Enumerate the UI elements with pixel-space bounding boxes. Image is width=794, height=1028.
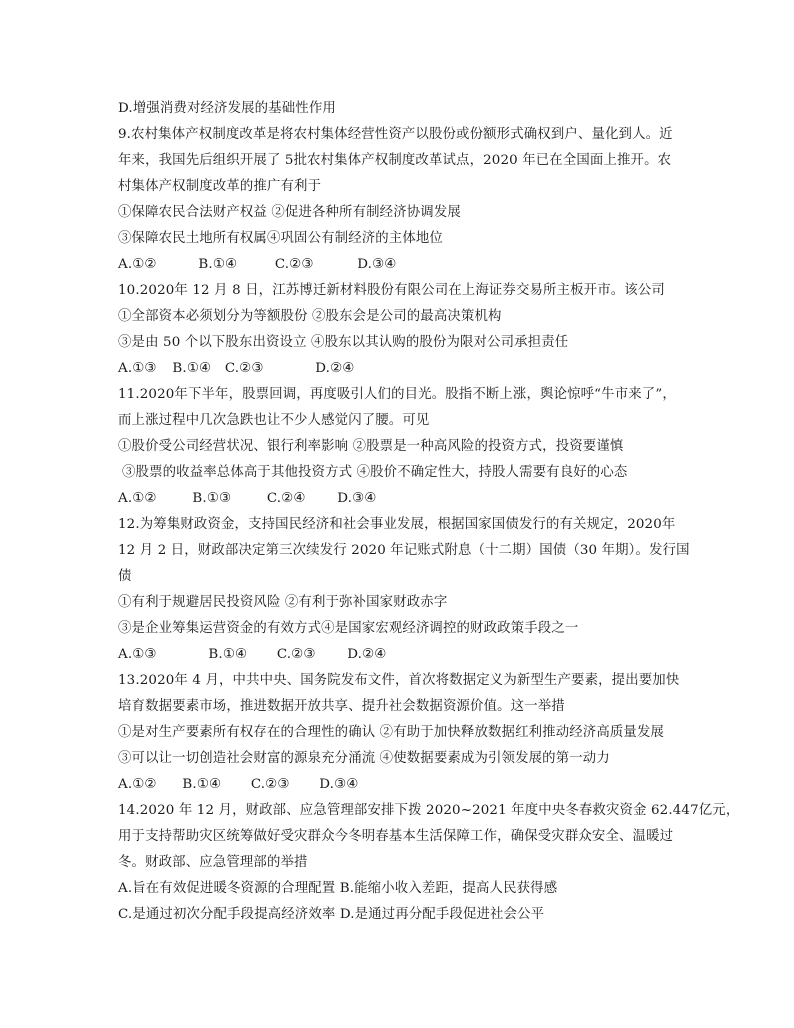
q9-choice-a: A.①②	[118, 257, 157, 272]
q9-choice-b: B.①④	[198, 257, 238, 272]
q13-stem-line-2: 培育数据要素市场，推进数据开放共享、提升社会数据资源价值。这一举措	[118, 699, 565, 714]
q11-choice-a: A.①②	[118, 491, 157, 506]
q11-choice-d: D.③④	[337, 491, 377, 506]
q13-choice-d: D.③④	[319, 777, 359, 792]
q12-statements-1: ①有利于规避居民投资风险 ②有利于弥补国家财政赤字	[118, 595, 448, 610]
q13-choice-b: B.①④	[182, 777, 222, 792]
q10-statements-2: ③是由 50 个以下股东出资设立 ④股东以其认购的股份为限对公司承担责任	[118, 335, 569, 350]
q13-choice-a: A.①②	[118, 777, 157, 792]
q13-stem-line-1: 13.2020年 4 月，中共中央、国务院发布文件，首次将数据定义为新型生产要素，提出要加快	[118, 673, 680, 688]
q10-choice-d: D.②④	[315, 361, 355, 376]
q14-stem-line-2: 用于支持帮助灾区统筹做好受灾群众今冬明春基本生活保障工作，确保受灾群众安全、温暖过	[118, 829, 674, 844]
q12-choice-b: B.①④	[208, 647, 248, 662]
q12-stem-line-1: 12.为筹集财政资金，支持国民经济和社会事业发展，根据国家国债发行的有关规定，2020年	[118, 517, 676, 532]
q10-stem: 10.2020年 12 月 8 日，江苏博迁新材料股份有限公司在上海证券交易所主板开市。该公司	[118, 283, 665, 298]
q13-choice-c: C.②③	[250, 777, 290, 792]
q10-answer-choices	[118, 360, 354, 378]
q12-choice-c: C.②③	[276, 647, 316, 662]
q10-choice-a: A.①③	[118, 361, 157, 376]
q14-stem-line-1: 14.2020 年 12 月，财政部、应急管理部安排下拨 2020~2021 年度中央冬春救灾资金 62.447亿元，	[118, 803, 740, 818]
q8-option-d: D.增强消费对经济发展的基础性作用	[118, 101, 336, 116]
q14-options-ab: A.旨在有效促进暖冬资源的合理配置 B.能缩小收入差距，提高人民获得感	[118, 881, 558, 896]
q14-options-cd: C.是通过初次分配手段提高经济效率 D.是通过再分配手段促进社会公平	[118, 907, 545, 922]
q13-statements-1: ①是对生产要素所有权存在的合理性的确认 ②有助于加快释放数据红利推动经济高质量发展	[118, 725, 665, 740]
q10-choice-c: C.②③	[224, 361, 264, 376]
q14-stem-line-3: 冬。财政部、应急管理部的举措	[118, 855, 308, 870]
q11-choice-b: B.①③	[192, 491, 232, 506]
q11-answer-choices	[118, 490, 376, 508]
q11-stem-line-2: 而上涨过程中几次急跌也让不少人感觉闪了腰。可见	[118, 413, 430, 428]
q9-stem-line-2: 年来，我国先后组织开展了 5批农村集体产权制度改革试点，2020 年已在全国面上推开。农	[118, 153, 672, 168]
q12-choice-d: D.②④	[347, 647, 387, 662]
q13-answer-choices	[118, 776, 358, 794]
q10-choice-b: B.①④	[172, 361, 212, 376]
q12-choice-a: A.①③	[118, 647, 157, 662]
q11-statements-1: ①股价受公司经营状况、银行利率影响 ②股票是一种高风险的投资方式，投资要谨慎	[118, 439, 624, 454]
q12-stem-line-3: 债	[118, 569, 132, 584]
q9-answer-choices	[118, 256, 396, 274]
q9-statements-2: ③保障农民土地所有权属④巩固公有制经济的主体地位	[118, 231, 443, 246]
q12-answer-choices	[118, 646, 386, 664]
q11-choice-c: C.②④	[266, 491, 306, 506]
q12-statements-2: ③是企业筹集运营资金的有效方式④是国家宏观经济调控的财政政策手段之一	[118, 621, 579, 636]
q9-choice-c: C.②③	[274, 257, 314, 272]
q10-statements-1: ①全部资本必须划分为等额股份 ②股东会是公司的最高决策机构	[118, 309, 502, 324]
q9-stem-line-3: 村集体产权制度改革的推广有利于	[118, 179, 322, 194]
q9-statements-1: ①保障农民合法财产权益 ②促进各种所有制经济协调发展	[118, 205, 461, 220]
q12-stem-line-2: 12 月 2 日，财政部决定第三次续发行 2020 年记账式附息（十二期）国债（30 年期）。发行国	[118, 543, 690, 558]
q9-choice-d: D.③④	[357, 257, 397, 272]
q9-stem-line-1: 9.农村集体产权制度改革是将农村集体经营性资产以股份或份额形式确权到户、量化到人。近	[118, 127, 673, 142]
q11-statements-2: ③股票的收益率总体高于其他投资方式 ④股价不确定性大，持股人需要有良好的心态	[122, 465, 628, 480]
q11-stem-line-1: 11.2020年下半年，股票回调，再度吸引人们的目光。股指不断上涨，舆论惊呼“牛市来了”，	[118, 387, 676, 402]
q13-statements-2: ③可以让一切创造社会财富的源泉充分涌流 ④使数据要素成为引领发展的第一动力	[118, 751, 610, 766]
